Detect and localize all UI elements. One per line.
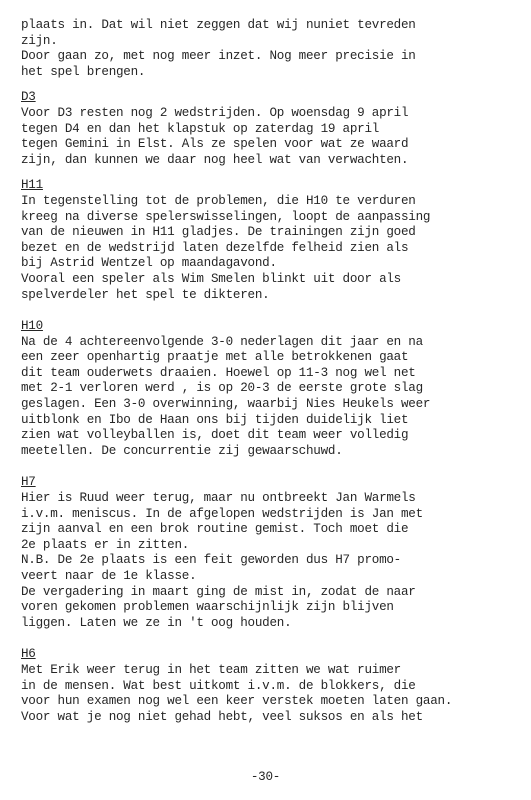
text-line: plaats in. Dat wil niet zeggen dat wij nuniet tevreden — [21, 18, 416, 32]
section-heading: D3 — [21, 90, 36, 105]
text-line: Vooral een speler als Wim Smelen blinkt uit door als — [21, 271, 401, 286]
text-line: N.B. De 2e plaats is een feit geworden dus H7 promo- — [21, 553, 401, 568]
text-line: liggen. Laten we ze in 't oog houden. — [21, 615, 292, 630]
text-line: i.v.m. meniscus. In de afgelopen wedstrijden is Jan met — [21, 506, 423, 521]
section-heading: H11 — [21, 178, 43, 193]
text-line: zien wat volleyballen is, doet dit team weer volledig — [21, 428, 409, 443]
intro-paragraph — [21, 18, 521, 80]
text-line: tegen D4 en dan het klapstuk op zaterdag 19 april — [21, 121, 380, 136]
section-d3 — [21, 80, 521, 168]
text-line: voren gekomen problemen waarschijnlijk zijn blijven — [21, 600, 394, 615]
text-line: uitblonk en Ibo de Haan ons bij tijden duidelijk liet — [21, 412, 409, 427]
section-heading: H6 — [21, 647, 36, 662]
text-line: bij Astrid Wentzel op maandagavond. — [21, 256, 277, 271]
section-h7 — [21, 465, 521, 631]
text-line: 2e plaats er in zitten. — [21, 537, 190, 552]
text-line: in de mensen. Wat best uitkomt i.v.m. de blokkers, die — [21, 678, 416, 693]
text-line: meetellen. De concurrentie zij gewaarschuwd. — [21, 443, 343, 458]
text-line: zijn aanval en een brok routine gemist. Toch moet die — [21, 522, 409, 537]
text-line: bezet en de wedstrijd laten dezelfde felheid zien als — [21, 240, 409, 255]
section-h6 — [21, 637, 521, 725]
text-line: voor hun examen nog wel een keer verstek moeten laten gaan. — [21, 694, 453, 709]
text-line: Met Erik weer terug in het team zitten we wat ruimer — [21, 662, 401, 677]
text-line: het spel brengen. — [21, 64, 146, 79]
text-line: kreeg na diverse spelerswisselingen, loopt de aanpassing — [21, 209, 431, 224]
text-line: van de nieuwen in H11 gladjes. De trainingen zijn goed — [21, 225, 416, 240]
section-heading: H10 — [21, 319, 43, 334]
text-line: Voor D3 resten nog 2 wedstrijden. Op woensdag 9 april — [21, 105, 409, 120]
text-line: geslagen. Een 3-0 overwinning, waarbij Nies Heukels weer — [21, 397, 431, 412]
text-line: Voor wat je nog niet gehad hebt, veel suksos en als het — [21, 709, 423, 724]
section-h10 — [21, 309, 521, 459]
text-line: spelverdeler het spel te dikteren. — [21, 287, 270, 302]
text-line: met 2-1 verloren werd , is op 20-3 de eerste grote slag — [21, 381, 423, 396]
text-line: In tegenstelling tot de problemen, die H10 te verduren — [21, 193, 416, 208]
text-line: veert naar de 1e klasse. — [21, 569, 197, 583]
text-line: zijn. — [21, 33, 58, 48]
section-heading: H7 — [21, 475, 36, 490]
text-line: Door gaan zo, met nog meer inzet. Nog meer precisie in — [21, 49, 416, 64]
text-line: tegen Gemini in Elst. Als ze spelen voor wat ze waard — [21, 137, 409, 152]
section-h11 — [21, 168, 521, 303]
text-line: De vergadering in maart ging de mist in, zodat de naar — [21, 584, 416, 599]
text-line: een zeer openhartig praatje met alle betrokkenen gaat — [21, 350, 409, 365]
text-line: dit team ouderwets draaien. Hoewel op 11-3 nog wel net — [21, 365, 416, 380]
page-number: -30- — [250, 770, 281, 784]
text-line: Hier is Ruud weer terug, maar nu ontbreekt Jan Warmels — [21, 491, 416, 506]
text-line: zijn, dan kunnen we daar nog heel wat van verwachten. — [21, 152, 409, 167]
text-line: Na de 4 achtereenvolgende 3-0 nederlagen dit jaar en na — [21, 334, 423, 349]
